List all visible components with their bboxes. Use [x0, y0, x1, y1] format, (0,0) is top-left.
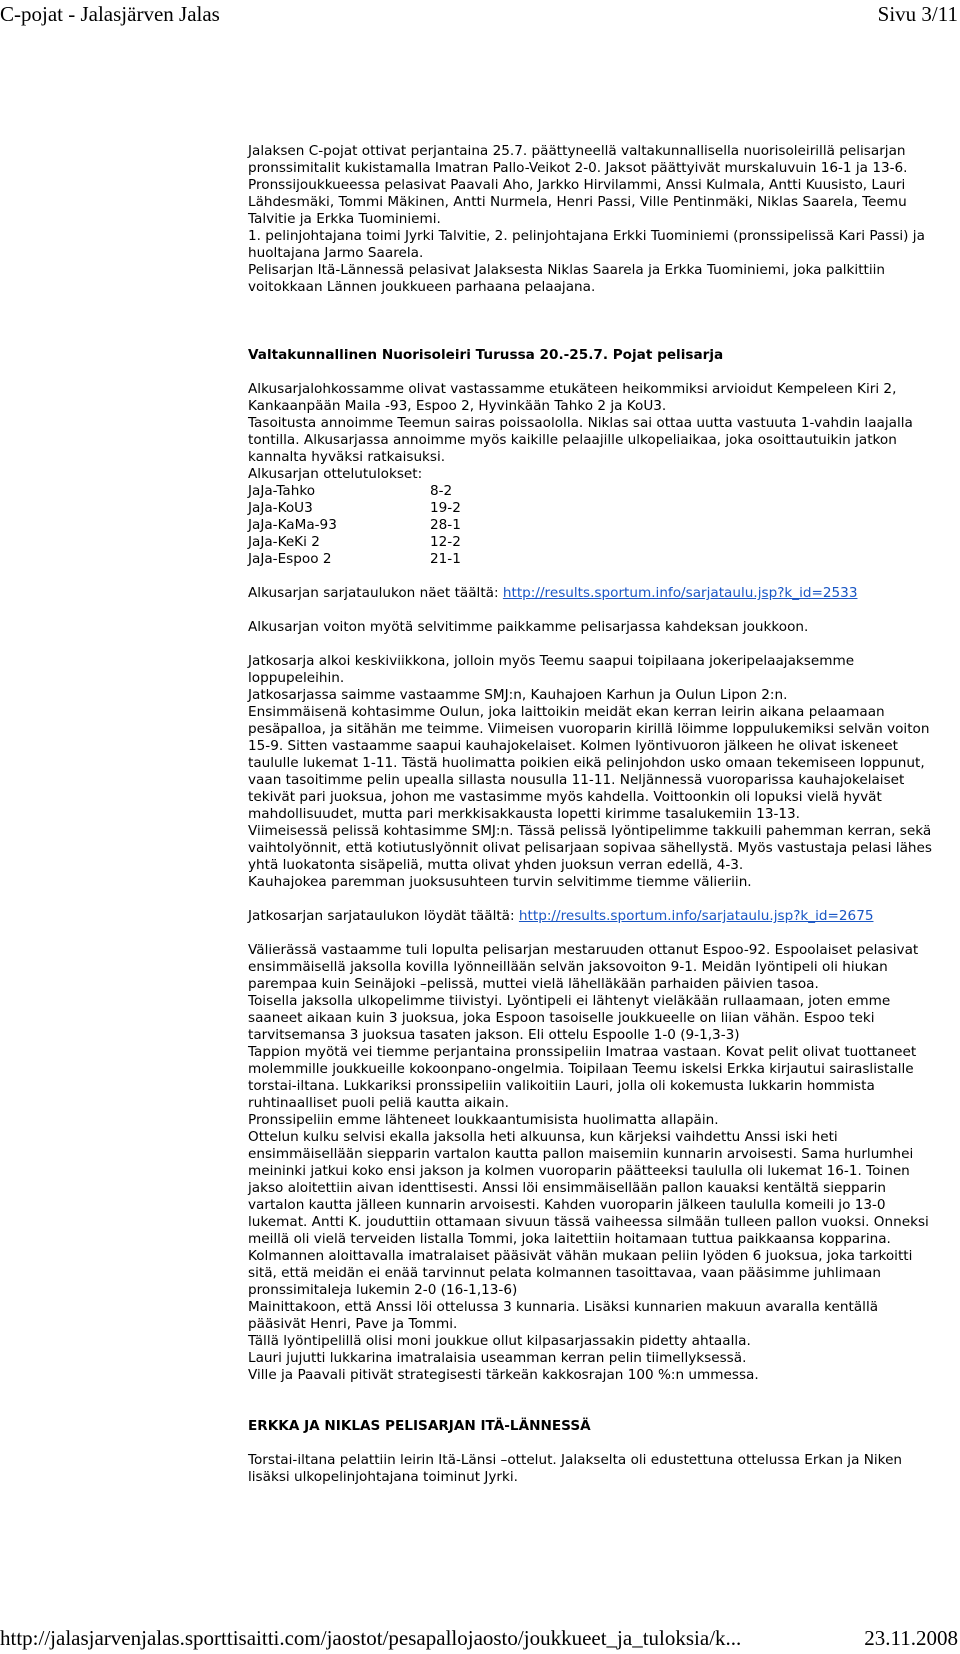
paragraph: Alkusarjan voiton myötä selvitimme paikkamme pelisarjassa kahdeksan joukkoon. — [248, 619, 809, 635]
result-score: 21-1 — [430, 551, 461, 567]
result-row — [248, 483, 933, 500]
paragraph: Ensimmäisenä kohtasimme Oulun, joka laittoikin meidät ekan kerran leirin aikana pelaamaan pesäpalloa, ja sitähän me teimme. Viimeisen vuoroparin kirillä löimme loppulukemiksi selvän voiton 15-9. Sitten vastaamme saapui kauhajokelaiset. Kolmen lyöntivuoron jälkeen he olivat iskeneet taululle lukemat 1-11. Tästä huolimatta poikien eikä pelinjohdon usko omaan tekemiseen loppunut, vaan tasoitimme pelin upealla sillasta nousulla 11-11. Neljännessä vuoroparissa kauhajokelaiset tekivät pari juoksua, johon me vastasimme myös kahdella. Voittoonkin oli lopuksi vielä hyvät mahdollisuudet, mutta pari merkkisakkausta lopetti kirimme tasalukemiin 13-13. — [248, 704, 930, 822]
standings-link-prelim[interactable]: http://results.sportum.info/sarjataulu.jsp?k_id=2533 — [502, 585, 858, 601]
intro-paragraph: 1. pelinjohtajana toimi Jyrki Talvitie, 2. pelinjohtajana Erkki Tuominiemi (pronssipelissä Kari Passi) ja huoltajana Jarmo Saarela. — [248, 228, 925, 261]
section-heading: ERKKA JA NIKLAS PELISARJAN ITÄ-LÄNNESSÄ — [248, 1418, 591, 1434]
paragraph: Välierässä vastaamme tuli lopulta pelisarjan mestaruuden ottanut Espoo-92. Espoolaiset pelasivat ensimmäisellä jaksolla kovilla lyönneillään selvän jaksovoiton 9-1. Meidän lyöntipeli oli hiukan parempaa kuin Seinäjoki –pelissä, muttei vielä lähelläkään parhaiden päivien tasoa. — [248, 942, 919, 992]
section-heading: Valtakunnallinen Nuorisoleiri Turussa 20.-25.7. Pojat pelisarja — [248, 347, 724, 363]
paragraph: Alkusarjalohkossamme olivat vastassamme etukäteen heikommiksi arvioidut Kempeleen Kiri 2, Kankaanpään Maila -93, Espoo 2, Hyvinkään Tahko 2 ja KoU3. — [248, 381, 897, 414]
result-row — [248, 517, 933, 534]
paragraph: Torstai-iltana pelattiin leirin Itä-Länsi –ottelut. Jalakselta oli edustettuna ottelussa Erkan ja Niken lisäksi ulkopelinjohtajana toiminut Jyrki. — [248, 1452, 903, 1485]
result-row — [248, 551, 933, 568]
standings-link-label: Alkusarjan sarjataulukon näet täältä: — [248, 585, 499, 601]
result-match: JaJa-Espoo 2 — [248, 551, 332, 567]
standings-link-line — [248, 585, 933, 602]
result-match: JaJa-Tahko — [248, 483, 316, 499]
standings-link-label: Jatkosarjan sarjataulukon löydät täältä: — [248, 908, 515, 924]
result-score: 8-2 — [430, 483, 453, 499]
result-match: JaJa-KaMa-93 — [248, 517, 337, 533]
intro-paragraph: Pronssijoukkueessa pelasivat Paavali Aho, Jarkko Hirvilammi, Anssi Kulmala, Antti Kuusisto, Lauri Lähdesmäki, Tommi Mäkinen, Antti Nurmela, Henri Passi, Ville Pentinmäki, Niklas Saarela, Teemu Talvitie ja Erkka Tuominiemi. — [248, 177, 907, 227]
result-score: 28-1 — [430, 517, 461, 533]
intro-paragraph: Pelisarjan Itä-Lännessä pelasivat Jalaksesta Niklas Saarela ja Erkka Tuominiemi, joka palkittiin voitokkaan Lännen joukkueen parhaana pelaajana. — [248, 262, 886, 295]
result-score: 12-2 — [430, 534, 461, 550]
footer-date: 23.11.2008 — [864, 1626, 958, 1650]
header-page-number: Sivu 3/11 — [877, 2, 958, 26]
result-match: JaJa-KoU3 — [248, 500, 313, 516]
result-row — [248, 500, 933, 517]
paragraph: Jatkosarja alkoi keskiviikkona, jolloin myös Teemu saapui toipilaana jokeripelaajaksemme loppupeleihin. — [248, 653, 855, 686]
paragraph: Kauhajokea paremman juoksusuhteen turvin selvitimme tiemme välieriin. — [248, 874, 752, 890]
paragraph: Mainittakoon, että Anssi löi ottelussa 3 kunnaria. Lisäksi kunnarien makuun avaralla kentällä pääsivät Henri, Pave ja Tommi. — [248, 1299, 879, 1332]
paragraph: Ville ja Paavali pitivät strategisesti tärkeän kakkosrajan 100 %:n ummessa. — [248, 1367, 759, 1383]
paragraph: Tällä lyöntipelillä olisi moni joukkue ollut kilpasarjassakin pidetty ahtaalla. — [248, 1333, 751, 1349]
paragraph: Lauri jujutti lukkarina imatralaisia useamman kerran pelin tiimellyksessä. — [248, 1350, 747, 1366]
results-list — [248, 483, 933, 568]
paragraph: Pronssipeliin emme lähteneet loukkaantumisista huolimatta allapäin. — [248, 1112, 719, 1128]
intro-paragraph: Jalaksen C-pojat ottivat perjantaina 25.7. päättyneellä valtakunnallisella nuorisoleirillä pelisarjan pronssimitalit kukistamalla Imatran Pallo-Veikot 2-0. Jaksot päättyivät murskaluvuin 16-1 ja 13-6. — [248, 143, 908, 176]
standings-link-continuation[interactable]: http://results.sportum.info/sarjataulu.jsp?k_id=2675 — [518, 908, 874, 924]
result-score: 19-2 — [430, 500, 461, 516]
header-title: C-pojat - Jalasjärven Jalas — [0, 2, 220, 26]
article-content — [248, 143, 933, 1486]
paragraph: Ottelun kulku selvisi ekalla jaksolla heti alkuunsa, kun kärjeksi vaihdettu Anssi iski heti ensimmäisellään siepparin vartalon kautta pallon maisemiin kunnarin arvoisesti. Sama hurlumhei meininki jatkui koko ensi jakson ja kolmen vuoroparin päätteeksi taululla oli lukemat 16-1. Toinen jakso aloitettiin aivan identtisesti. Anssi löi ensimmäisellään pallon kauaksi kentältä siepparin vartalon kautta jälleen kunnarin arvoisesti. Kahden vuoroparin jälkeen taululla komeili jo 13-0 lukemat. Antti K. jouduttiin ottamaan sivuun tässä vaiheessa silmään tulleen pallon vuoksi. Onneksi meillä oli vielä terveiden listalla Tommi, joka laitettiin hoitamaan tuttua paikkaansa kopparina. — [248, 1129, 929, 1247]
result-match: JaJa-KeKi 2 — [248, 534, 320, 550]
footer-url: http://jalasjarvenjalas.sporttisaitti.com/jaostot/pesapallojaosto/joukkueet_ja_tuloksia/k... — [0, 1626, 742, 1650]
paragraph: Alkusarjan ottelutulokset: — [248, 466, 423, 482]
paragraph: Jatkosarjassa saimme vastaamme SMJ:n, Kauhajoen Karhun ja Oulun Lipon 2:n. — [248, 687, 788, 703]
paragraph: Kolmannen aloittavalla imatralaiset pääsivät vähän mukaan peliin lyöden 6 juoksua, joka tarkoitti sitä, että meidän ei enää tarvinnut pelata kolmannen tasoittavaa, vaan pääsimme juhlimaan pronssimitaleja lukemin 2-0 (16-1,13-6) — [248, 1248, 913, 1298]
paragraph: Toisella jaksolla ulkopelimme tiivistyi. Lyöntipeli ei lähtenyt vieläkään rullaamaan, joten emme saaneet aikaan kuin 3 juoksua, joka Espoon tasoiselle joukkueelle on liian vähän. Espoo teki tarvitsemansa 3 juoksua tasaten jakson. Eli ottelu Espoolle 1-0 (9-1,3-3) — [248, 993, 891, 1043]
standings-link-line — [248, 908, 933, 925]
result-row — [248, 534, 933, 551]
paragraph: Tasoitusta annoimme Teemun sairas poissaololla. Niklas sai ottaa uutta vastuuta 1-vahdin laajalla tontilla. Alkusarjassa annoimme myös kaikille pelaajille ulkopeliaikaa, joka osoittautuikin jatkon kannalta hyväksi ratkaisuksi. — [248, 415, 913, 465]
paragraph: Tappion myötä vei tiemme perjantaina pronssipeliin Imatraa vastaan. Kovat pelit olivat tuottaneet molemmille joukkueille kokoonpano-ongelmia. Toipilaan Teemu iskelsi Erkka kirjautui sairaslistalle torstai-iltana. Lukkariksi pronssipeliin valikoitiin Lauri, jolla oli kokemusta lukkarin hommista ruhtinaalliset puoli peliä kautta aikain. — [248, 1044, 917, 1111]
paragraph: Viimeisessä pelissä kohtasimme SMJ:n. Tässä pelissä lyöntipelimme takkuili pahemman kerran, sekä vaihtolyönnit, että kotiutuslyönnit olivat pelisarjaan sopivaa sähellystä. Myös vastustaja pelasi lähes yhtä luokatonta sisäpeliä, mutta olivat yhden juoksun verran edellä, 4-3. — [248, 823, 932, 873]
